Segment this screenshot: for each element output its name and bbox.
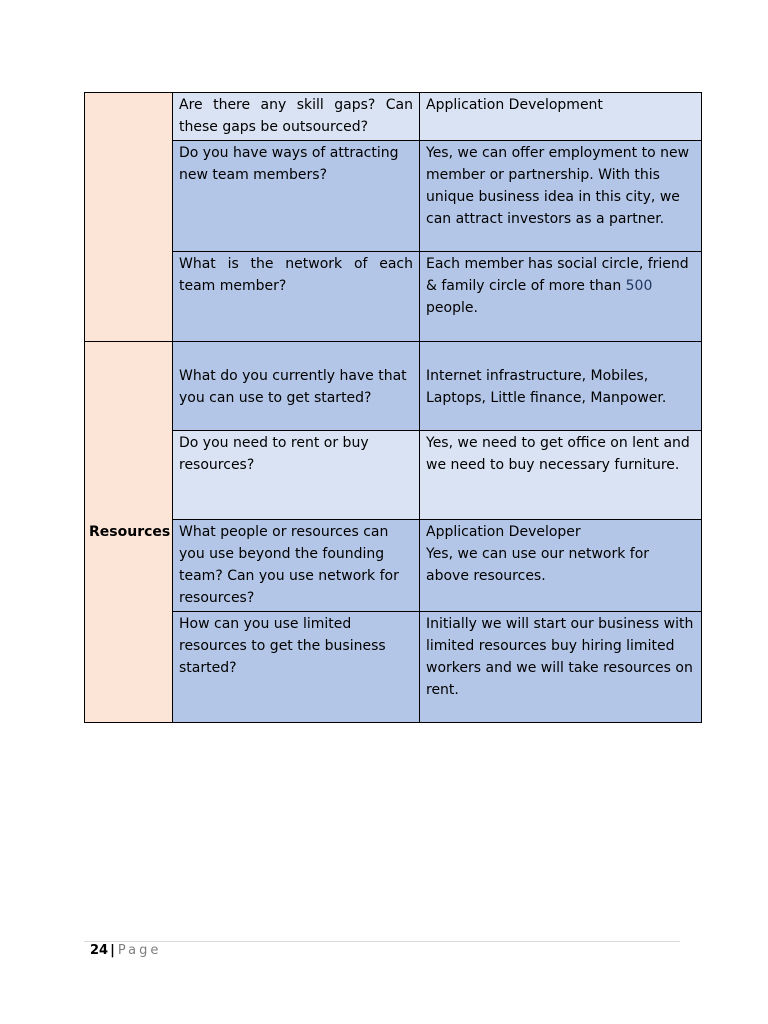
- table-row: [85, 431, 702, 520]
- question-cell: Do you need to rent or buy resources?: [173, 431, 420, 520]
- question-cell: What people or resources can you use beyond the founding team? Can you use network for resources?: [173, 520, 420, 612]
- question-cell: How can you use limited resources to get the business started?: [173, 612, 420, 723]
- table-row: [85, 342, 702, 431]
- answer-text: Each member has social circle, friend & family circle of more than: [426, 256, 689, 294]
- question-cell: What is the network of each team member?: [173, 252, 420, 342]
- footer-divider: [84, 941, 680, 942]
- answer-number: 500: [625, 278, 653, 294]
- answer-cell: [420, 520, 702, 612]
- page-footer: [90, 942, 161, 960]
- table-row: [85, 612, 702, 723]
- answer-cell: Yes, we can offer employment to new member or partnership. With this unique business idea in this city, we can attract investors as a partner.: [420, 141, 702, 252]
- answer-line: Yes, we can use our network for above resources.: [426, 546, 650, 584]
- table-row: [85, 141, 702, 252]
- answer-cell: Internet infrastructure, Mobiles, Laptops, Little finance, Manpower.: [420, 342, 702, 431]
- answer-cell: [420, 252, 702, 342]
- previous-section-label-cell: [85, 93, 173, 342]
- page-number: 24: [90, 943, 109, 958]
- question-cell: What do you currently have that you can use to get started?: [173, 342, 420, 431]
- answer-text: people.: [426, 300, 478, 316]
- answer-cell: Initially we will start our business with limited resources buy hiring limited workers and we will take resources on rent.: [420, 612, 702, 723]
- question-cell: Are there any skill gaps? Can these gaps be outsourced?: [173, 93, 420, 141]
- resources-label: Resources: [85, 342, 173, 723]
- footer-separator: |: [110, 943, 115, 958]
- answer-cell: Application Development: [420, 93, 702, 141]
- page-label: Page: [117, 943, 162, 958]
- resources-table: [84, 92, 702, 723]
- answer-cell: Yes, we need to get office on lent and we need to buy necessary furniture.: [420, 431, 702, 520]
- table-row: [85, 252, 702, 342]
- table-row: [85, 520, 702, 612]
- question-cell: Do you have ways of attracting new team members?: [173, 141, 420, 252]
- table-row: [85, 93, 702, 141]
- answer-line: Application Developer: [426, 524, 581, 540]
